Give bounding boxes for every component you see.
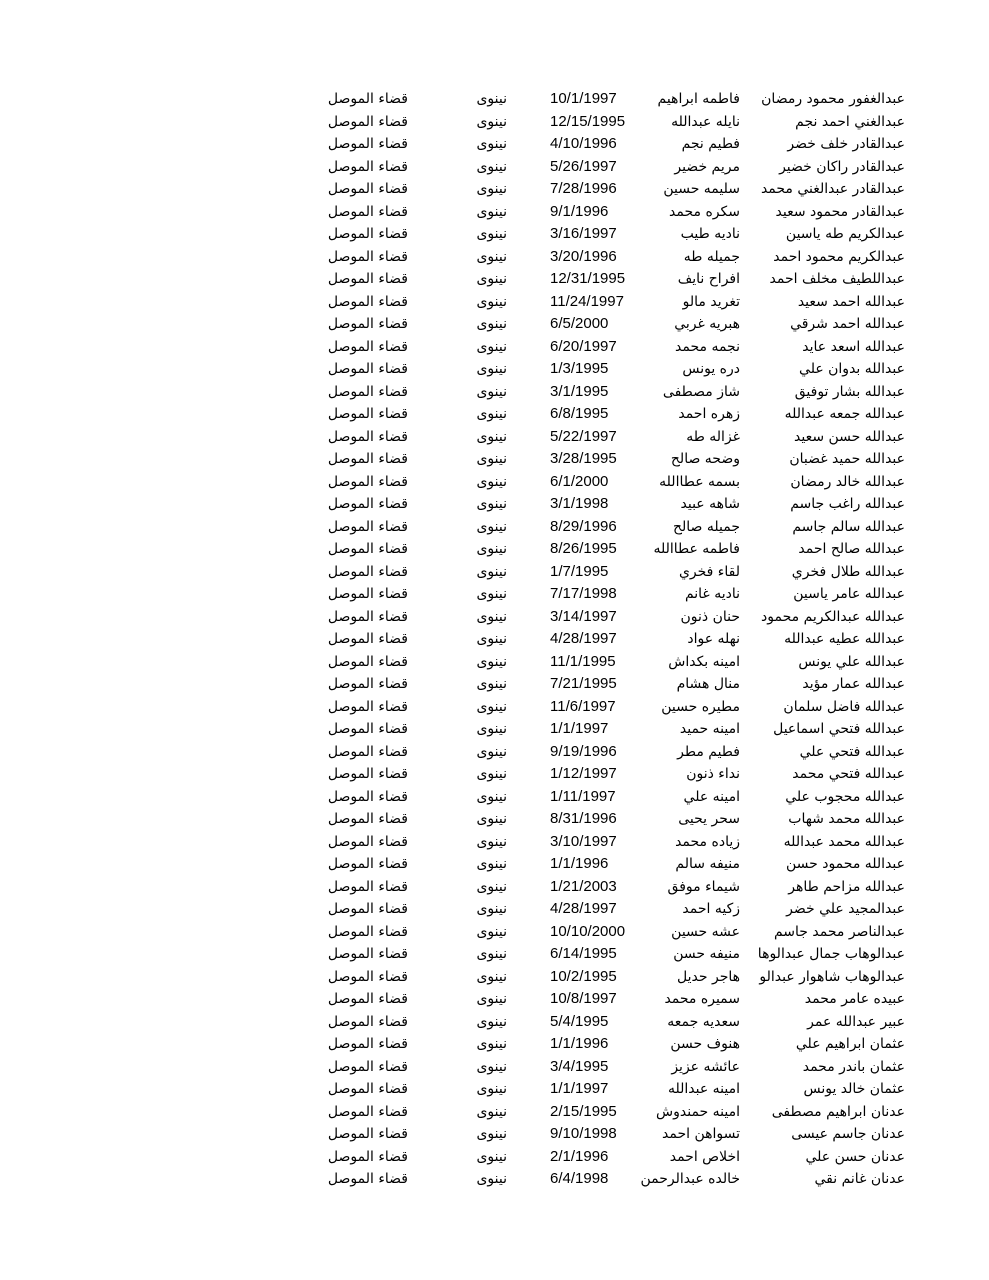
mother-name: عشه حسين [671, 923, 740, 940]
mother-name: خالده عبدالرحمن [640, 1171, 740, 1187]
person-name: عبدالله بشار توفيق [794, 383, 905, 400]
governorate: نينوى [476, 316, 507, 332]
birth-date: 1/11/1997 [550, 787, 616, 805]
district: قضاء الموصل [327, 293, 408, 310]
person-name: عبدالقادر عبدالغني محمد [760, 181, 905, 197]
record-row [300, 673, 905, 696]
district: قضاء الموصل [327, 496, 408, 512]
person-name: عبدالله صالح احمد [798, 541, 905, 557]
birth-date: 1/3/1995 [550, 360, 609, 377]
mother-name: فاطمه ابراهيم [657, 91, 740, 107]
district: قضاء الموصل [327, 406, 408, 422]
governorate: نينوى [476, 451, 507, 467]
person-name: عبدالكريم طه ياسين [785, 226, 905, 242]
district: قضاء الموصل [327, 1058, 408, 1075]
birth-date: 1/1/1997 [550, 1080, 609, 1097]
district: قضاء الموصل [327, 136, 408, 152]
district: قضاء الموصل [327, 271, 408, 287]
person-name: عبدالوهاب جمال عبدالوها [757, 946, 905, 962]
person-name: عبدالله مزاحم طاهر [788, 878, 905, 895]
record-row [300, 718, 905, 741]
birth-date: 6/20/1997 [550, 337, 617, 355]
mother-name: افراح نايف [677, 271, 740, 287]
person-name: عبدالله محمد شهاب [788, 811, 905, 827]
person-name: عبدالله احمد شرقي [790, 316, 905, 332]
mother-name: ناديه غانم [684, 586, 740, 602]
governorate: نينوى [476, 946, 507, 962]
record-row [300, 1033, 905, 1056]
governorate: نينوى [476, 901, 507, 917]
record-row [300, 853, 905, 876]
district: قضاء الموصل [327, 788, 408, 805]
record-row [300, 201, 905, 224]
mother-name: مريم خضير [674, 158, 740, 175]
governorate: نينوى [476, 788, 507, 805]
governorate: نينوى [476, 631, 507, 647]
birth-date: 3/1/1998 [550, 495, 609, 512]
birth-date: 3/4/1995 [550, 1057, 609, 1075]
district: قضاء الموصل [327, 586, 408, 602]
birth-date: 1/1/1996 [550, 1035, 609, 1052]
birth-date: 10/10/2000 [550, 922, 626, 940]
birth-date: 6/5/2000 [550, 315, 609, 332]
mother-name: زياده محمد [675, 833, 740, 850]
mother-name: ناديه طيب [680, 226, 740, 242]
person-name: عبدالله عمار مؤيد [802, 676, 905, 692]
district: قضاء الموصل [327, 833, 408, 850]
mother-name: سليمه حسين [663, 181, 740, 197]
mother-name: منال هشام [676, 676, 740, 692]
record-row [300, 1078, 905, 1101]
governorate: نينوى [476, 563, 507, 580]
birth-date: 5/26/1997 [550, 157, 617, 175]
mother-name: تسواهن احمد [662, 1126, 740, 1142]
record-row [300, 448, 905, 471]
person-name: عبدالغني احمد نجم [795, 113, 905, 130]
birth-date: 11/24/1997 [550, 292, 624, 310]
record-row [300, 1011, 905, 1034]
mother-name: امينه حمندوش [656, 1103, 740, 1120]
district: قضاء الموصل [327, 203, 408, 220]
record-row [300, 921, 905, 944]
district: قضاء الموصل [327, 541, 408, 557]
person-name: عبدالناصر محمد جاسم [773, 923, 905, 940]
record-row [300, 313, 905, 336]
birth-date: 9/19/1996 [550, 742, 617, 760]
person-name: عبدالقادر محمود سعيد [775, 203, 905, 220]
record-row [300, 493, 905, 516]
governorate: نينوى [476, 181, 507, 197]
birth-date: 1/1/1996 [550, 855, 609, 872]
mother-name: نايله عبدالله [671, 113, 740, 130]
district: قضاء الموصل [327, 698, 408, 715]
person-name: عثمان خالد يونس [803, 1081, 905, 1097]
district: قضاء الموصل [327, 158, 408, 175]
record-row [300, 291, 905, 314]
governorate: نينوى [476, 766, 507, 782]
record-row [300, 1146, 905, 1169]
governorate: نينوى [476, 203, 507, 220]
governorate: نينوى [476, 991, 507, 1007]
record-row [300, 268, 905, 291]
governorate: نينوى [476, 1081, 507, 1097]
district: قضاء الموصل [327, 563, 408, 580]
mother-name: جميله صالح [672, 518, 740, 535]
mother-name: سحر يحيى [678, 811, 740, 827]
mother-name: بسمه عطاالله [659, 473, 740, 490]
birth-date: 3/14/1997 [550, 607, 617, 625]
person-name: عبدالله خالد رمضان [790, 473, 905, 490]
district: قضاء الموصل [327, 721, 408, 737]
record-row [300, 156, 905, 179]
mother-name: هنوف حسن [670, 1036, 740, 1052]
district: قضاء الموصل [327, 1103, 408, 1120]
record-row [300, 988, 905, 1011]
record-row [300, 88, 905, 111]
district: قضاء الموصل [327, 923, 408, 940]
district: قضاء الموصل [327, 878, 408, 895]
district: قضاء الموصل [327, 383, 408, 400]
mother-name: امينه علي [683, 788, 740, 805]
person-name: عبدالله حسن سعيد [794, 428, 905, 445]
mother-name: وضحه صالح [670, 451, 740, 467]
district: قضاء الموصل [327, 968, 408, 985]
mother-name: شاز مصطفى [662, 383, 740, 400]
record-row [300, 358, 905, 381]
governorate: نينوى [476, 586, 507, 602]
birth-date: 12/15/1995 [550, 112, 626, 130]
person-name: عبدالله علي يونس [798, 653, 905, 670]
district: قضاء الموصل [327, 113, 408, 130]
record-row [300, 403, 905, 426]
district: قضاء الموصل [327, 181, 408, 197]
birth-date: 9/10/1998 [550, 1125, 617, 1142]
person-name: عبدالله محمد عبدالله [783, 833, 905, 850]
birth-date: 5/22/1997 [550, 427, 617, 445]
district: قضاء الموصل [327, 766, 408, 782]
person-name: عبدالله محجوب علي [785, 788, 905, 805]
person-name: عدنان غانم نقي [814, 1171, 905, 1187]
record-row [300, 808, 905, 831]
governorate: نينوى [476, 338, 507, 355]
person-name: عبير عبدالله عمر [807, 1013, 905, 1030]
district: قضاء الموصل [327, 248, 408, 265]
district: قضاء الموصل [327, 901, 408, 917]
mother-name: سكره محمد [669, 203, 740, 220]
person-name: عبدالله فتحي علي [799, 743, 905, 760]
person-name: عبداللطيف مخلف احمد [769, 271, 905, 287]
governorate: نينوى [476, 676, 507, 692]
district: قضاء الموصل [327, 226, 408, 242]
birth-date: 8/26/1995 [550, 540, 617, 557]
birth-date: 2/15/1995 [550, 1102, 617, 1120]
birth-date: 11/6/1997 [550, 697, 616, 715]
mother-name: اخلاص احمد [669, 1148, 740, 1165]
governorate: نينوى [476, 496, 507, 512]
mother-name: منيفه سالم [675, 856, 740, 872]
record-row [300, 696, 905, 719]
record-row [300, 516, 905, 539]
birth-date: 1/7/1995 [550, 562, 609, 580]
governorate: نينوى [476, 698, 507, 715]
birth-date: 8/29/1996 [550, 517, 617, 535]
person-name: عبدالله راغب جاسم [790, 496, 905, 512]
district: قضاء الموصل [327, 653, 408, 670]
governorate: نينوى [476, 271, 507, 287]
district: قضاء الموصل [327, 1036, 408, 1052]
birth-date: 1/21/2003 [550, 877, 617, 895]
person-name: عثمان ابراهيم علي [795, 1036, 905, 1052]
mother-name: فطيم نجم [681, 136, 740, 152]
governorate: نينوى [476, 653, 507, 670]
mother-name: امينه حميد [679, 721, 740, 737]
mother-name: زهره احمد [678, 406, 740, 422]
person-name: عدنان ابراهيم مصطفى [771, 1103, 905, 1120]
record-row [300, 628, 905, 651]
record-row [300, 1168, 905, 1191]
mother-name: عائشه عزيز [671, 1058, 740, 1075]
mother-name: فطيم مطر [677, 743, 740, 760]
mother-name: منيفه حسن [673, 946, 740, 962]
district: قضاء الموصل [327, 811, 408, 827]
record-row [300, 966, 905, 989]
record-row [300, 741, 905, 764]
birth-date: 10/2/1995 [550, 967, 617, 985]
birth-date: 10/1/1997 [550, 90, 617, 107]
birth-date: 9/1/1996 [550, 202, 609, 220]
governorate: نينوى [476, 1103, 507, 1120]
record-row [300, 786, 905, 809]
governorate: نينوى [476, 811, 507, 827]
governorate: نينوى [476, 91, 507, 107]
birth-date: 7/28/1996 [550, 180, 617, 197]
district: قضاء الموصل [327, 1081, 408, 1097]
birth-date: 1/1/1997 [550, 720, 609, 737]
record-row [300, 1056, 905, 1079]
person-name: عبيده عامر محمد [804, 991, 905, 1007]
birth-date: 8/31/1996 [550, 810, 617, 827]
governorate: نينوى [476, 541, 507, 557]
mother-name: تغريد مالو [682, 293, 740, 310]
district: قضاء الموصل [327, 1013, 408, 1030]
birth-date: 6/14/1995 [550, 945, 617, 962]
birth-date: 4/10/1996 [550, 135, 617, 152]
governorate: نينوى [476, 406, 507, 422]
record-row [300, 471, 905, 494]
district: قضاء الموصل [327, 451, 408, 467]
mother-name: غزاله طه [686, 428, 740, 445]
birth-date: 10/8/1997 [550, 990, 617, 1007]
mother-name: نجمه محمد [675, 338, 740, 355]
district: قضاء الموصل [327, 946, 408, 962]
district: قضاء الموصل [327, 91, 408, 107]
birth-date: 7/21/1995 [550, 675, 617, 692]
governorate: نينوى [476, 1148, 507, 1165]
record-row [300, 943, 905, 966]
governorate: نينوى [476, 833, 507, 850]
governorate: نينوى [476, 136, 507, 152]
person-name: عبدالكريم محمود احمد [773, 248, 905, 265]
mother-name: نداء ذنون [686, 766, 740, 782]
record-row [300, 426, 905, 449]
mother-name: هبريه غربي [674, 316, 740, 332]
birth-date: 3/1/1995 [550, 382, 609, 400]
person-name: عبدالله سالم جاسم [792, 518, 905, 535]
person-name: عبدالله عبدالكريم محمود [761, 608, 905, 625]
record-row [300, 111, 905, 134]
governorate: نينوى [476, 293, 507, 310]
person-name: عبدالقادر خلف خضر [787, 136, 905, 152]
person-name: عبدالله عامر ياسين [793, 586, 905, 602]
person-name: عبدالغفور محمود رمضان [761, 91, 905, 107]
governorate: نينوى [476, 608, 507, 625]
birth-date: 11/1/1995 [550, 652, 616, 670]
person-name: عبدالله احمد سعيد [797, 293, 905, 310]
birth-date: 3/28/1995 [550, 450, 617, 467]
district: قضاء الموصل [327, 1148, 408, 1165]
mother-name: جميله طه [683, 248, 740, 265]
record-row [300, 606, 905, 629]
district: قضاء الموصل [327, 631, 408, 647]
district: قضاء الموصل [327, 1171, 408, 1187]
governorate: نينوى [476, 473, 507, 490]
governorate: نينوى [476, 856, 507, 872]
record-row [300, 538, 905, 561]
district: قضاء الموصل [327, 608, 408, 625]
records-list [300, 88, 905, 1191]
district: قضاء الموصل [327, 856, 408, 872]
birth-date: 7/17/1998 [550, 585, 617, 602]
birth-date: 6/4/1998 [550, 1170, 609, 1187]
birth-date: 6/1/2000 [550, 472, 609, 490]
record-row [300, 831, 905, 854]
person-name: عبدالله محمود حسن [785, 856, 905, 872]
birth-date: 3/10/1997 [550, 832, 617, 850]
mother-name: شاهه عبيد [680, 496, 740, 512]
record-row [300, 1101, 905, 1124]
governorate: نينوى [476, 1058, 507, 1075]
birth-date: 4/28/1997 [550, 900, 617, 917]
district: قضاء الموصل [327, 743, 408, 760]
district: قضاء الموصل [327, 338, 408, 355]
mother-name: لقاء فخري [678, 563, 740, 580]
person-name: عبدالله حميد غضبان [789, 451, 905, 467]
district: قضاء الموصل [327, 518, 408, 535]
person-name: عبدالمجيد علي خضر [786, 901, 905, 917]
governorate: نينوى [476, 518, 507, 535]
district: قضاء الموصل [327, 991, 408, 1007]
record-row [300, 336, 905, 359]
person-name: عبدالله جمعه عبدالله [784, 406, 905, 422]
person-name: عدنان حسن علي [805, 1148, 905, 1165]
mother-name: نهله عواد [687, 631, 740, 647]
person-name: عبدالله اسعد عايد [802, 338, 905, 355]
governorate: نينوى [476, 743, 507, 760]
governorate: نينوى [476, 383, 507, 400]
mother-name: سعديه جمعه [667, 1013, 740, 1030]
record-row [300, 898, 905, 921]
record-row [300, 133, 905, 156]
person-name: عبدالله فاضل سلمان [783, 698, 905, 715]
birth-date: 12/31/1995 [550, 270, 626, 287]
person-name: عبدالله فتحي محمد [792, 766, 905, 782]
person-name: عبدالله بدوان علي [799, 361, 905, 377]
mother-name: هاجر حديل [677, 968, 740, 985]
governorate: نينوى [476, 113, 507, 130]
record-row [300, 246, 905, 269]
mother-name: حنان ذنون [680, 608, 740, 625]
mother-name: امينه عبدالله [667, 1081, 740, 1097]
person-name: عبدالوهاب شاهوار عبدالو [759, 968, 905, 985]
birth-date: 6/8/1995 [550, 405, 609, 422]
record-row [300, 561, 905, 584]
district: قضاء الموصل [327, 1126, 408, 1142]
mother-name: مطيره حسين [661, 698, 740, 715]
record-row [300, 651, 905, 674]
mother-name: امينه بكداش [668, 653, 740, 670]
birth-date: 3/16/1997 [550, 225, 617, 242]
person-name: عبدالله عطيه عبدالله [784, 631, 905, 647]
person-name: عدنان جاسم عيسى [791, 1126, 905, 1142]
birth-date: 1/12/1997 [550, 765, 617, 782]
governorate: نينوى [476, 1171, 507, 1187]
governorate: نينوى [476, 721, 507, 737]
record-row [300, 223, 905, 246]
record-row [300, 763, 905, 786]
district: قضاء الموصل [327, 473, 408, 490]
district: قضاء الموصل [327, 428, 408, 445]
person-name: عثمان باندر محمد [802, 1058, 905, 1075]
governorate: نينوى [476, 1013, 507, 1030]
district: قضاء الموصل [327, 316, 408, 332]
mother-name: فاطمه عطاالله [653, 541, 740, 557]
birth-date: 2/1/1996 [550, 1147, 609, 1165]
record-row [300, 178, 905, 201]
mother-name: شيماء موفق [667, 878, 740, 895]
governorate: نينوى [476, 248, 507, 265]
record-row [300, 1123, 905, 1146]
governorate: نينوى [476, 226, 507, 242]
birth-date: 3/20/1996 [550, 247, 617, 265]
mother-name: دره يونس [682, 361, 740, 377]
district: قضاء الموصل [327, 361, 408, 377]
governorate: نينوى [476, 878, 507, 895]
governorate: نينوى [476, 158, 507, 175]
birth-date: 4/28/1997 [550, 630, 617, 647]
governorate: نينوى [476, 1126, 507, 1142]
record-row [300, 583, 905, 606]
governorate: نينوى [476, 428, 507, 445]
mother-name: سميره محمد [664, 991, 740, 1007]
person-name: عبدالقادر راكان خضير [779, 158, 905, 175]
birth-date: 5/4/1995 [550, 1012, 609, 1030]
person-name: عبدالله طلال فخري [791, 563, 905, 580]
record-row [300, 381, 905, 404]
governorate: نينوى [476, 1036, 507, 1052]
mother-name: زكيه احمد [682, 901, 740, 917]
district: قضاء الموصل [327, 676, 408, 692]
governorate: نينوى [476, 968, 507, 985]
person-name: عبدالله فتحي اسماعيل [773, 721, 905, 737]
governorate: نينوى [476, 361, 507, 377]
governorate: نينوى [476, 923, 507, 940]
record-row [300, 876, 905, 899]
